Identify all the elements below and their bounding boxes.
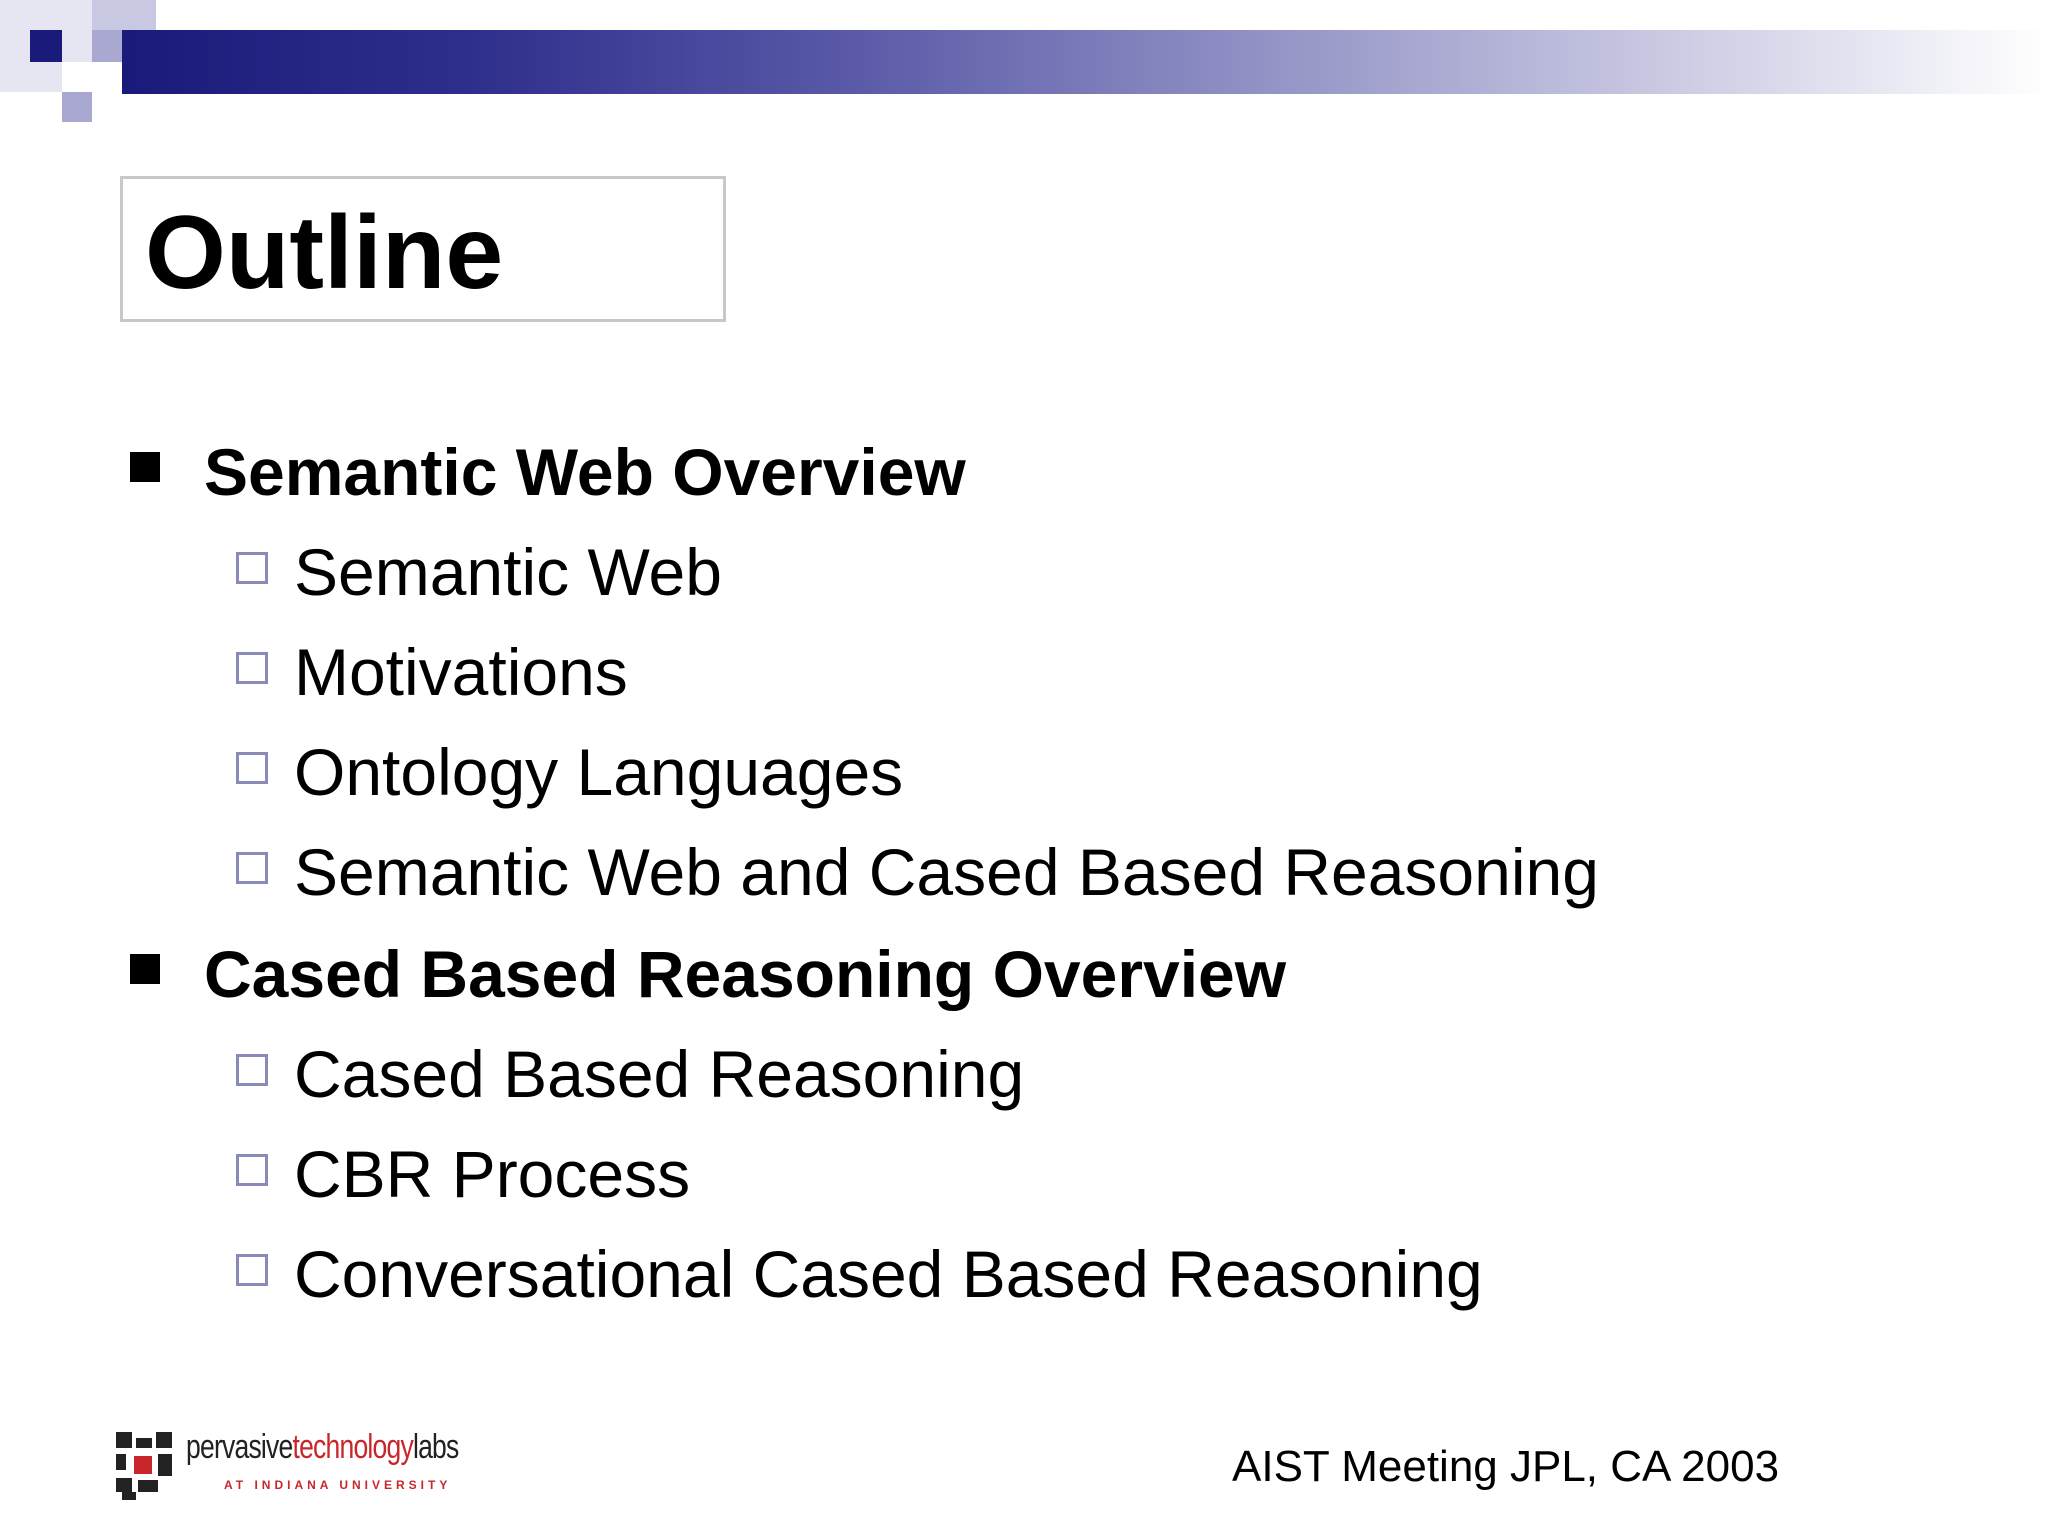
hollow-square-bullet-icon (236, 852, 268, 884)
header-deco-square (62, 92, 92, 122)
header-gradient-bar (122, 30, 2048, 94)
list-item: Semantic Web (294, 535, 722, 609)
section-heading: Cased Based Reasoning Overview (204, 937, 1287, 1011)
logo-mark-icon (116, 1432, 172, 1500)
header-deco-square (92, 30, 122, 62)
list-item: CBR Process (294, 1137, 691, 1211)
title-box (120, 176, 726, 322)
section-heading: Semantic Web Overview (204, 435, 966, 509)
filled-square-bullet-icon (130, 954, 160, 984)
list-item: Conversational Cased Based Reasoning (294, 1237, 1483, 1311)
footer-meeting-text: AIST Meeting JPL, CA 2003 (1232, 1442, 1780, 1491)
logo-wordmark-part: labs (412, 1428, 459, 1466)
list-item: Ontology Languages (294, 735, 904, 809)
hollow-square-bullet-icon (236, 752, 268, 784)
list-item: Motivations (294, 635, 628, 709)
header-deco-square (30, 30, 62, 62)
hollow-square-bullet-icon (236, 552, 268, 584)
hollow-square-bullet-icon (236, 1154, 268, 1186)
slide-title: Outline (145, 195, 504, 311)
filled-square-bullet-icon (130, 452, 160, 482)
list-item: Semantic Web and Cased Based Reasoning (294, 835, 1599, 909)
header-deco-square (92, 0, 156, 30)
logo-subtitle: AT INDIANA UNIVERSITY (224, 1478, 452, 1492)
header-deco-square (62, 62, 92, 92)
logo-wordmark (186, 1428, 459, 1467)
logo-wordmark-part: technology (292, 1428, 413, 1466)
pervasive-technology-labs-logo (116, 1428, 488, 1500)
hollow-square-bullet-icon (236, 1254, 268, 1286)
logo-wordmark-part: pervasive (186, 1428, 293, 1466)
list-item: Cased Based Reasoning (294, 1037, 1025, 1111)
hollow-square-bullet-icon (236, 652, 268, 684)
hollow-square-bullet-icon (236, 1054, 268, 1086)
